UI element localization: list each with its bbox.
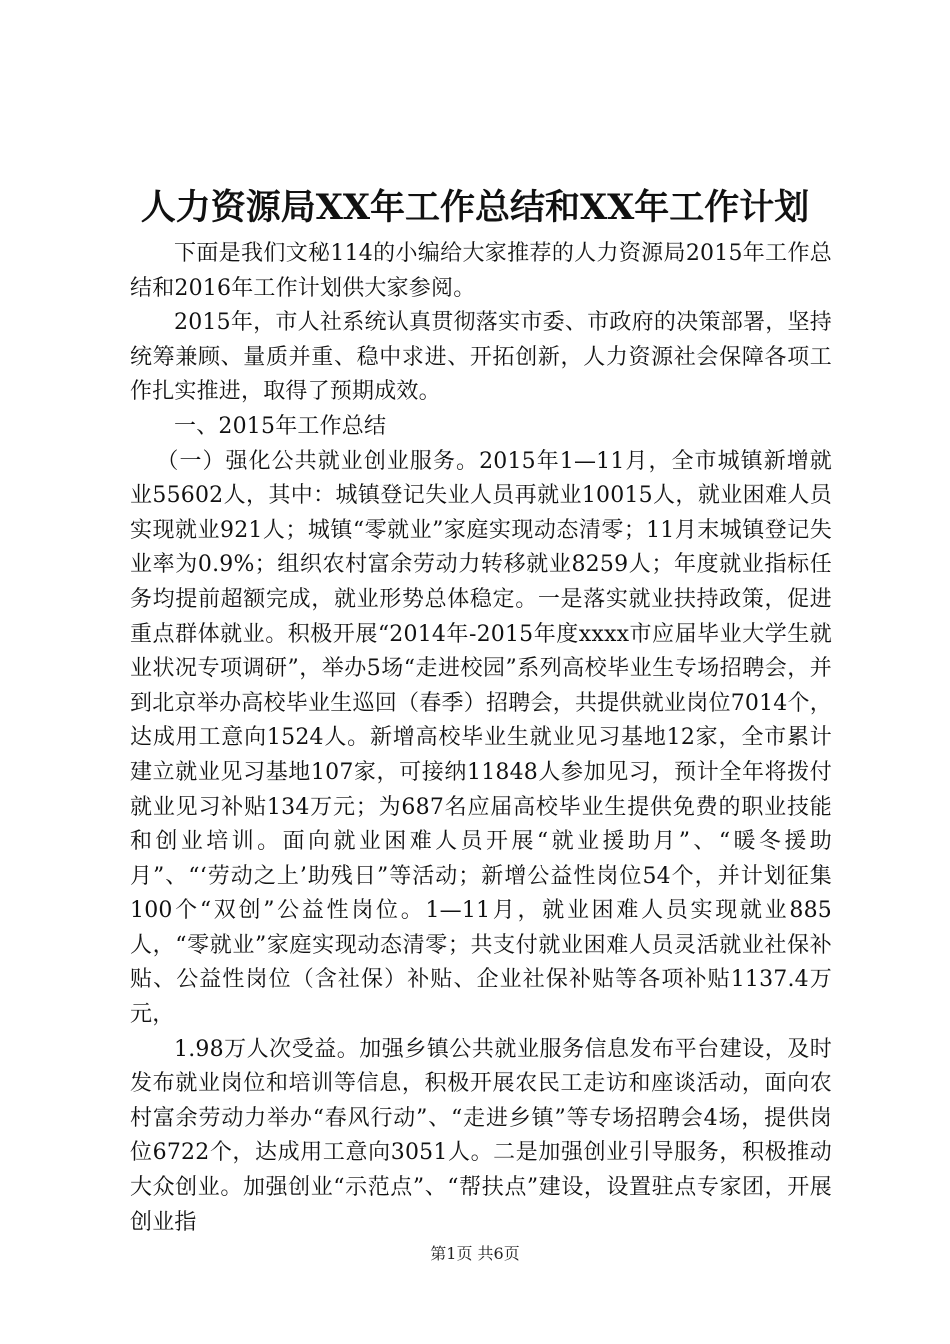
document-title: 人力资源局XX年工作总结和XX年工作计划 [140, 187, 810, 228]
paragraph-employment-services: （一）强化公共就业创业服务。2015年1—11月，全市城镇新增就业55602人，其中：城镇登记失业人员再就业10015人，就业困难人员实现就业921人；城镇“零就业”家庭实现动态清零；11月末城镇登记失业率为0.9%；组织农村富余劳动力转移就业8259人；年度就业指标任务均提前超额完成，就业形势总体稳定。一是落实就业扶持政策，促进重点群体就业。积极开展“2014年-2015年度xxxx市应届毕业大学生就业状况专项调研”，举办5场“走进校园”系列高校毕业生专场招聘会，并到北京举办高校毕业生巡回（春季）招聘会，共提供就业岗位7014个，达成用工意向1524人。新增高校毕业生就业见习基地12家，全市累计建立就业见习基地107家，可接纳11848人参加见习，预计全年将拨付就业见习补贴134万元；为687名应届高校毕业生提供免费的职业技能和创业培训。面向就业困难人员开展“就业援助月”、“暖冬援助月”、“‘劳动之上’助残日”等活动；新增公益性岗位54个，并计划征集100个“双创”公益性岗位。1—11月，就业困难人员实现就业885人，“零就业”家庭实现动态清零；共支付就业困难人员灵活就业社保补贴、公益性岗位（含社保）补贴、企业社保补贴等各项补贴1137.4万元， [130, 448, 832, 1028]
section-heading: 一、2015年工作总结 [174, 413, 387, 439]
paragraph-intro: 下面是我们文秘114的小编给大家推荐的人力资源局2015年工作总结和2016年工作计划供大家参阅。 [130, 241, 832, 301]
page-number-footer: 第1页 共6页 [430, 1244, 520, 1263]
paragraph-overview: 2015年，市人社系统认真贯彻落实市委、市政府的决策部署，坚持统筹兼顾、量质并重、稳中求进、开拓创新，人力资源社会保障各项工作扎实推进，取得了预期成效。 [130, 310, 832, 405]
paragraph-beneficiaries: 1.98万人次受益。加强乡镇公共就业服务信息发布平台建设，及时发布就业岗位和培训等信息，积极开展农民工走访和座谈活动，面向农村富余劳动力举办“春风行动”、“走进乡镇”等专场招聘会4场，提供岗位6722个，达成用工意向3051人。二是加强创业引导服务，积极推动大众创业。加强创业“示范点”、“帮扶点”建设，设置驻点专家团，开展创业指 [130, 1036, 832, 1235]
document-body [130, 237, 832, 1240]
